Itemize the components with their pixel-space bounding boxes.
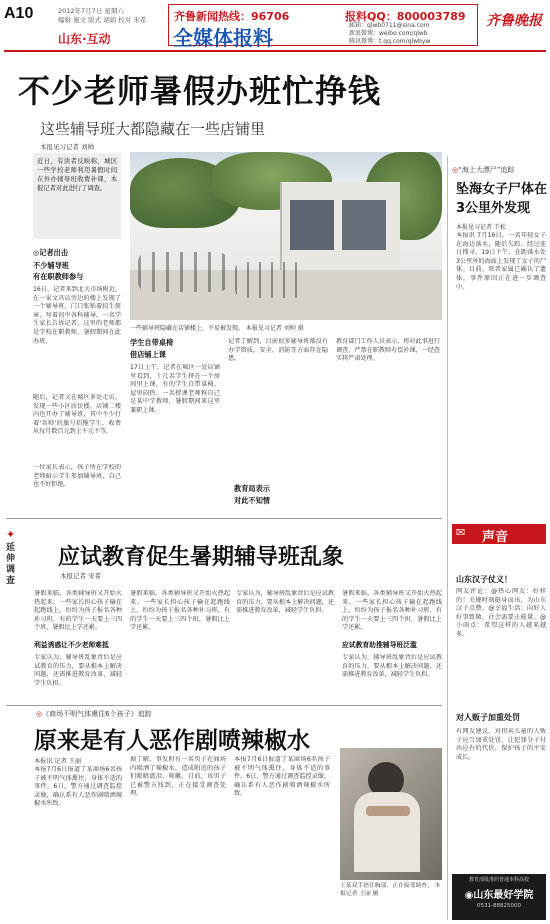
story2-col3: 专家认为，辅导班乱象背后是应试教育的压力，要从根本上解决问题，还需推进教育改革，减轻学生负担。 [236,590,334,615]
side-bottom-text: 有网友建议，对拐卖儿童的人贩子应当加重处罚，让犯罪分子付出应有的代价，保护孩子的平安成长。 [456,728,546,761]
side-text: 本报讯 7月16日，一名年轻女子在海边落水，随后失踪。经过连日搜寻，19日下午，在距落水处3公里外的海面上发现了女子的尸体。目前，死者家属已确认了遗体，事件原因正在进一步调查中。 [456,232,546,291]
ad-phone: 0531-88825000 [477,903,521,909]
paper-logo: 齐鲁晚报 [486,13,542,29]
lead-text: 近日，有读者反映称，城区一些学校老师利用暑假时间在外办辅导班收费补课，本报记者对此进行了调查。 [37,157,117,192]
main-byline: 本报见习记者 刘帅 [40,143,95,151]
col1-p2: 随后，记者又在城区多处走访，发现一些小区居民楼、店铺二楼内也开办了辅导班，其中不少打着'名师'的旗号招揽学生，收费从每月数百元到上千元不等。 [33,394,121,436]
side-tag-title: 山东汉子仗义！ [456,575,512,584]
weibo-label: 新浪微博： [349,30,380,37]
story3-photo [340,748,442,880]
header-page-no: A10 [4,5,34,22]
header-editor: 编辑 施文 版式 胡娟 校对 宋希 [58,16,147,24]
story2-title: 应试教育促生暑期辅导班乱象 [58,545,345,570]
sub-reporter: ◎记者出击 [33,248,69,257]
lead-box [33,153,121,239]
story2-sub-2: 应试教育助推辅导班泛滥 [342,641,417,649]
story2-col2: 暑假来临，各类辅导班又开始火热起来。一些家长担心孩子输在起跑线上，纷纷为孩子报名各种补习班，有的学生一天要上三四个班，暑假比上学还累。 [130,590,230,632]
story3-col2: 据了解，事发时有一名男子在商场内喷洒了辣椒水，造成附近的孩子们眼睛流泪、咳嗽。目前，该男子已被警方找到，正在接受调查处理。 [130,756,226,798]
header-banner [168,4,478,50]
email-label: 邮箱： [349,22,368,29]
side-tag: 声音 [482,530,509,545]
ad-school: ◉山东最好学院 [464,890,534,901]
report-qq: 800003789 [396,10,466,23]
main-title: 不少老师暑假办班忙挣钱 [18,72,382,110]
story2-byline: 本报记者 宋希 [60,572,102,580]
report-label: 报料QQ： [345,10,397,23]
story3-text: 本报7月6日报道了某商场6名孩子被不明气体熏住，身体不适的事件。6日，警方通过调查监控录像，确认系有人恶作剧喷洒辣椒水所致。 [34,766,122,808]
story2-col4-b: 专家认为，辅导班乱象背后是应试教育的压力，要从根本上解决问题，还需推进教育改革，减轻学生负担。 [342,654,442,679]
col3-subtitle: 教育局表示 [234,484,270,493]
side-comments: 网友评论：@热心网友：好样的！关键时刻挺身而出，为山东汉子点赞。@幸福生活：向好人好事致敬，社会需要正能量。@小雨点：希望这样的人越来越多。 [456,588,546,638]
col2-subtitle: 学生自带桌椅 [130,338,174,347]
col1-p1: 16日，记者来到北关市场附近，在一家文具店旁边的楼上发现了一个辅导班，门口张贴着招生简章，写着初中各科辅导。一名学生家长告诉记者，这里的老师都是学校在职教师，暑假期间在此办班。 [33,286,121,345]
tencent-value: t.qq.com/qlwbyw [379,38,431,45]
school-logo-icon: ◉ [464,890,474,901]
banner-slogan: 全媒体报料 [173,26,273,50]
weibo-value: weibo.com/qlwb [379,30,428,37]
story3-label: ◎《商场不明气体熏住6个孩子》追踪 [36,710,152,718]
photo-caption: 一些辅导班隐藏在店铺楼上，不易被发现。 本报见习记者 刘帅 摄 [130,325,304,332]
main-photo [130,152,442,320]
sidebar-divider [447,156,448,920]
story3-col3: 本报7月6日报道了某商场6名孩子被不明气体熏住，身体不适的事件。6日，警方通过调查监控录像，确认系有人恶作剧喷洒辣椒水所致。 [234,756,330,798]
hotline-label: 齐鲁新闻热线： [174,10,251,23]
ad-tagline: 教育部批准的普通本科高校 [468,877,529,883]
story2-col4: 暑假来临，各类辅导班又开始火热起来。一些家长担心孩子输在起跑线上，纷纷为孩子报名各种补习班，有的学生一天要上三四个班，暑假比上学还累。 [342,590,442,632]
tencent-label: 腾讯微博： [349,38,380,45]
col1-p3: 一位家长表示，孩子所在学校的老师暗示学生参加辅导班，自己也不好拒绝。 [33,464,121,489]
header-rule [4,50,546,52]
side-bottom-title: 对人贩子加重处罚 [456,713,520,722]
side-byline: 本报见习记者 王松 [456,224,506,231]
story3-title: 原来是有人恶作剧喷辣椒水 [34,728,310,754]
sub-title-2: 有在职教师参与 [33,272,84,281]
story2-kicker: 延伸调查 [6,543,16,586]
main-subtitle: 这些辅导班大都隐藏在一些店铺里 [40,120,266,138]
email-value: qlwb0711@sina.com [367,22,430,29]
side-kicker: ◎“海上大漂尸”追踪 [452,166,515,174]
story2-text-b: 专家认为，辅导班乱象背后是应试教育的压力，要从根本上解决问题，还需推进教育改革，减轻学生负担。 [34,654,122,687]
story2-kicker-box: ✦ 延伸调查 [6,528,16,586]
col4-text: 教育部门工作人员表示，将对此事进行调查，严禁在职教师有偿补课，一经查实将严肃处理。 [336,338,440,363]
header-date: 2012年7月7日 星期六 [58,7,124,15]
sub-title-1: 不少辅导班 [33,261,69,270]
header-section: 山东·互动 [58,32,111,46]
col3-text: 记者了解到，目前很多辅导班都没有办学资质，安全、消防等方面存在隐患。 [228,338,328,363]
col2-subtitle-2: 借店铺上课 [130,350,166,359]
story2-text: 暑假来临，各类辅导班又开始火热起来。一些家长担心孩子输在起跑线上，纷纷为孩子报名各种补习班，有的学生一天要上三四个班，暑假比上学还累。 [34,590,122,632]
col3-subtitle-2: 对此不知情 [234,496,270,505]
story3-byline: 本报讯 记者 王丽 [34,758,82,765]
megaphone-icon: ✉ [456,526,466,539]
side-title: 坠海女子尸体在3公里外发现 [456,182,548,216]
story2-sub: 利益诱惑让不少老师难抵 [34,641,109,649]
hotline-number: 96706 [251,10,290,23]
col2-text: 17日上午，记者在城区一处店铺里看到，十几名学生挤在一个房间里上课，有的学生自带桌椅，屋里闷热。一名授课老师称自己是某中学教师，暑假期间来这里兼职上课。 [130,364,220,414]
section-rule-2 [6,705,442,706]
side-tag-box [452,524,546,544]
story3-caption: 王某双手捂住胸部，正在接受调查。 本报记者 王丽 摄 [340,883,441,897]
ad-box [452,874,546,920]
section-rule-1 [6,518,442,519]
